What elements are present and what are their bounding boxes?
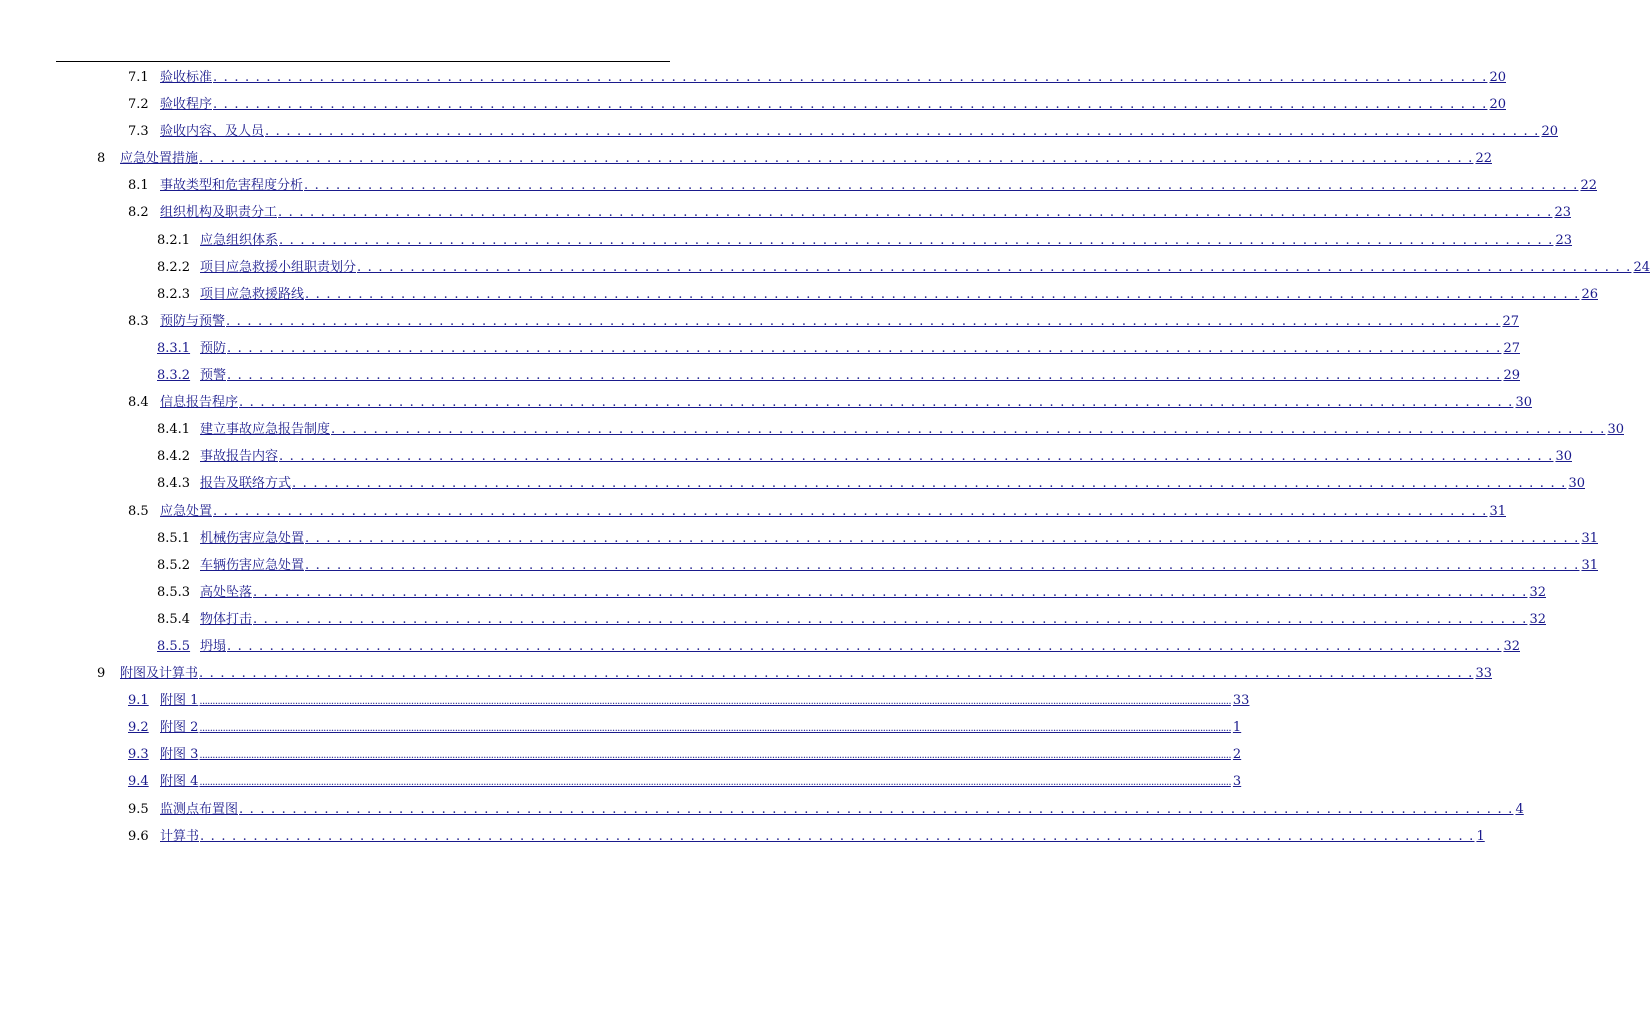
toc-entry-number: 8.5.2: [157, 557, 191, 573]
toc-page-number: 23: [1555, 232, 1572, 248]
toc-dot-leader: . . . . . . . . . . . . . . . . . . . . . . . . . . . . . . . . . . . . . . . . . . . . . . . . . . . . . . . . . . . . . . . . . . . . . . . . . . . . . . . . . . . . . . . . . . . . . . . . . . . . . . . . . . . . . . . . . . . . . . . .: [253, 611, 1528, 627]
toc-row: [0, 768, 1242, 795]
toc-entry-number: 7.1: [128, 70, 149, 85]
toc-row: [0, 389, 1532, 416]
toc-page-number: 20: [1489, 97, 1506, 113]
toc-entry-link[interactable]: [200, 254, 1650, 281]
toc-page-number: 27: [1503, 340, 1520, 356]
toc-entry-link[interactable]: [200, 416, 1624, 443]
toc-page-number: 22: [1475, 151, 1492, 167]
toc-entry-link[interactable]: [160, 389, 1532, 416]
table-of-contents: [0, 64, 1650, 850]
toc-dot-leader: . . . . . . . . . . . . . . . . . . . . . . . . . . . . . . . . . . . . . . . . . . . . . . . . . . . . . . . . . . . . . . . . . . . . . . . . . . . . . . . . . . . . . . . . . . . . . . . . . . . . . . . . . . . . . . . . . . . . . . . .: [305, 557, 1580, 573]
toc-entry-number: 8.4.3: [157, 476, 191, 492]
toc-entry-title: 项目应急救援小组职责划分: [200, 259, 357, 275]
toc-entry-link[interactable]: [200, 525, 1598, 552]
toc-dot-leader: ................................................................................................................................................................................................................................................................................................................................................................................................................: [199, 723, 1231, 735]
toc-entry-number: 8.2.3: [157, 286, 191, 302]
toc-dot-leader: . . . . . . . . . . . . . . . . . . . . . . . . . . . . . . . . . . . . . . . . . . . . . . . . . . . . . . . . . . . . . . . . . . . . . . . . . . . . . . . . . . . . . . . . . . . . . . . . . . . . . . . . . . . . . . . . . . . . . . . .: [265, 124, 1540, 140]
toc-entry-link[interactable]: [160, 199, 1571, 226]
toc-page-number: 32: [1529, 584, 1546, 600]
toc-entry-link[interactable]: [200, 470, 1585, 497]
toc-entry-title: 应急处置措施: [120, 151, 199, 167]
toc-row: [0, 362, 1520, 389]
toc-page-number: 32: [1529, 611, 1546, 627]
toc-dot-leader: . . . . . . . . . . . . . . . . . . . . . . . . . . . . . . . . . . . . . . . . . . . . . . . . . . . . . . . . . . . . . . . . . . . . . . . . . . . . . . . . . . . . . . . . . . . . . . . . . . . . . . . . . . . . . . . . . . . . . . . .: [357, 259, 1632, 275]
toc-row: [0, 416, 1624, 443]
toc-dot-leader: . . . . . . . . . . . . . . . . . . . . . . . . . . . . . . . . . . . . . . . . . . . . . . . . . . . . . . . . . . . . . . . . . . . . . . . . . . . . . . . . . . . . . . . . . . . . . . . . . . . . . . . . . . . . . . . . . . . . . . . .: [227, 340, 1502, 356]
toc-page-number: 4: [1515, 801, 1524, 817]
toc-entry-number: 8.5: [128, 503, 149, 519]
toc-entry-link[interactable]: [200, 552, 1598, 579]
toc-entry-title: 车辆伤害应急处置: [200, 557, 305, 573]
toc-entry-title: 预警: [200, 368, 227, 384]
toc-page-number: 31: [1489, 503, 1506, 519]
toc-page-number: 30: [1515, 395, 1532, 411]
toc-entry-link[interactable]: [160, 64, 1506, 91]
toc-row: [0, 91, 1506, 118]
toc-dot-leader: . . . . . . . . . . . . . . . . . . . . . . . . . . . . . . . . . . . . . . . . . . . . . . . . . . . . . . . . . . . . . . . . . . . . . . . . . . . . . . . . . . . . . . . . . . . . . . . . . . . . . . . . . . . . . . . . . . . . . . . .: [213, 70, 1488, 85]
toc-page-number: 1: [1232, 720, 1242, 736]
toc-page-number: 30: [1607, 422, 1624, 438]
toc-page-number: 3: [1232, 774, 1242, 790]
toc-page-number: 29: [1503, 368, 1520, 384]
toc-entry-number[interactable]: 8.3.2: [157, 368, 191, 384]
toc-entry-link[interactable]: [160, 172, 1597, 199]
toc-entry-number: 9.6: [128, 828, 149, 844]
toc-page-number: 24: [1633, 259, 1650, 275]
toc-dot-leader: . . . . . . . . . . . . . . . . . . . . . . . . . . . . . . . . . . . . . . . . . . . . . . . . . . . . . . . . . . . . . . . . . . . . . . . . . . . . . . . . . . . . . . . . . . . . . . . . . . . . . . . . . . . . . . . . . . . . . . . .: [304, 178, 1579, 194]
toc-entry-link[interactable]: [200, 633, 1520, 660]
toc-row: [0, 579, 1546, 606]
toc-row: [0, 552, 1598, 579]
toc-entry-title: 验收程序: [160, 97, 213, 113]
toc-entry-title: 建立事故应急报告制度: [200, 422, 331, 438]
toc-page-number: 20: [1541, 124, 1558, 140]
toc-page-number: 26: [1581, 286, 1598, 302]
toc-dot-leader: . . . . . . . . . . . . . . . . . . . . . . . . . . . . . . . . . . . . . . . . . . . . . . . . . . . . . . . . . . . . . . . . . . . . . . . . . . . . . . . . . . . . . . . . . . . . . . . . . . . . . . . . . . . . . . . . . . . . . . . .: [213, 503, 1488, 519]
toc-entry-number[interactable]: 9.3: [128, 747, 149, 763]
toc-dot-leader: . . . . . . . . . . . . . . . . . . . . . . . . . . . . . . . . . . . . . . . . . . . . . . . . . . . . . . . . . . . . . . . . . . . . . . . . . . . . . . . . . . . . . . . . . . . . . . . . . . . . . . . . . . . . . . . . . . . . . . . .: [226, 313, 1501, 329]
toc-entry-link[interactable]: [200, 335, 1520, 362]
toc-entry-title: 应急组织体系: [200, 232, 279, 248]
toc-entry-title: 组织机构及职责分工: [160, 205, 278, 221]
toc-entry-link[interactable]: [160, 768, 1242, 796]
toc-entry-link[interactable]: [160, 687, 1250, 715]
toc-dot-leader: . . . . . . . . . . . . . . . . . . . . . . . . . . . . . . . . . . . . . . . . . . . . . . . . . . . . . . . . . . . . . . . . . . . . . . . . . . . . . . . . . . . . . . . . . . . . . . . . . . . . . . . . . . . . . . . . . . . . . . . .: [331, 422, 1606, 438]
toc-entry-link[interactable]: [120, 660, 1492, 687]
toc-entry-title: 事故类型和危害程度分析: [160, 178, 304, 194]
toc-row: [0, 687, 1250, 714]
toc-entry-title: 附图 1: [160, 693, 199, 709]
toc-page-number: 27: [1502, 313, 1519, 329]
toc-dot-leader: . . . . . . . . . . . . . . . . . . . . . . . . . . . . . . . . . . . . . . . . . . . . . . . . . . . . . . . . . . . . . . . . . . . . . . . . . . . . . . . . . . . . . . . . . . . . . . . . . . . . . . . . . . . . . . . . . . . . . . . .: [227, 638, 1502, 654]
toc-page-number: 22: [1580, 178, 1597, 194]
toc-entry-number: 8.4.2: [157, 449, 191, 465]
toc-entry-title: 附图 3: [160, 747, 199, 763]
toc-dot-leader: . . . . . . . . . . . . . . . . . . . . . . . . . . . . . . . . . . . . . . . . . . . . . . . . . . . . . . . . . . . . . . . . . . . . . . . . . . . . . . . . . . . . . . . . . . . . . . . . . . . . . . . . . . . . . . . . . . . . . . . .: [279, 232, 1554, 248]
toc-entry-number: 9.5: [128, 801, 149, 817]
toc-entry-link[interactable]: [200, 281, 1598, 308]
toc-entry-number: 8.4: [128, 395, 149, 411]
toc-entry-number: 8.2: [128, 205, 149, 221]
toc-page-number: 32: [1503, 638, 1520, 654]
toc-entry-link[interactable]: [160, 91, 1506, 118]
toc-entry-number: 8: [97, 151, 106, 167]
toc-row: [0, 145, 1492, 172]
toc-entry-number[interactable]: 8.5.5: [157, 638, 191, 654]
toc-page-number: 30: [1568, 476, 1585, 492]
toc-entry-number: 7.3: [128, 124, 149, 140]
toc-row: [0, 281, 1598, 308]
toc-entry-title: 附图及计算书: [120, 666, 199, 682]
toc-row: [0, 741, 1242, 768]
toc-page-number: 1: [1476, 828, 1485, 844]
toc-dot-leader: . . . . . . . . . . . . . . . . . . . . . . . . . . . . . . . . . . . . . . . . . . . . . . . . . . . . . . . . . . . . . . . . . . . . . . . . . . . . . . . . . . . . . . . . . . . . . . . . . . . . . . . . . . . . . . . . . . . . . . . .: [199, 666, 1474, 682]
toc-row: [0, 660, 1492, 687]
toc-entry-number: 8.4.1: [157, 422, 191, 438]
toc-row: [0, 118, 1558, 145]
toc-entry-number: 8.2.2: [157, 259, 191, 275]
toc-row: [0, 335, 1520, 362]
toc-entry-title: 项目应急救援路线: [200, 286, 305, 302]
toc-row: [0, 714, 1242, 741]
toc-dot-leader: . . . . . . . . . . . . . . . . . . . . . . . . . . . . . . . . . . . . . . . . . . . . . . . . . . . . . . . . . . . . . . . . . . . . . . . . . . . . . . . . . . . . . . . . . . . . . . . . . . . . . . . . . . . . . . . . . . . . . . . .: [305, 530, 1580, 546]
toc-entry-title: 信息报告程序: [160, 395, 239, 411]
toc-entry-link[interactable]: [160, 118, 1558, 145]
toc-entry-link[interactable]: [200, 443, 1572, 470]
toc-entry-link[interactable]: [160, 796, 1524, 823]
toc-entry-link[interactable]: [120, 145, 1492, 172]
toc-entry-link[interactable]: [160, 823, 1485, 850]
toc-dot-leader: . . . . . . . . . . . . . . . . . . . . . . . . . . . . . . . . . . . . . . . . . . . . . . . . . . . . . . . . . . . . . . . . . . . . . . . . . . . . . . . . . . . . . . . . . . . . . . . . . . . . . . . . . . . . . . . . . . . . . . . .: [199, 151, 1474, 167]
toc-entry-title: 事故报告内容: [200, 449, 279, 465]
toc-row: [0, 633, 1520, 660]
toc-row: [0, 64, 1506, 91]
toc-row: [0, 308, 1519, 335]
toc-dot-leader: ................................................................................................................................................................................................................................................................................................................................................................................................................: [199, 696, 1231, 708]
toc-dot-leader: . . . . . . . . . . . . . . . . . . . . . . . . . . . . . . . . . . . . . . . . . . . . . . . . . . . . . . . . . . . . . . . . . . . . . . . . . . . . . . . . . . . . . . . . . . . . . . . . . . . . . . . . . . . . . . . . . . . . . . . .: [213, 97, 1488, 113]
toc-entry-title: 监测点布置图: [160, 801, 239, 817]
toc-page-number: 20: [1489, 70, 1506, 85]
toc-row: [0, 525, 1598, 552]
toc-entry-number[interactable]: 9.2: [128, 720, 149, 736]
toc-entry-number: 8.1: [128, 178, 149, 194]
toc-entry-number: 8.5.4: [157, 611, 191, 627]
toc-entry-link[interactable]: [160, 308, 1519, 335]
toc-dot-leader: ................................................................................................................................................................................................................................................................................................................................................................................................................: [199, 750, 1231, 762]
toc-entry-title: 预防: [200, 340, 227, 356]
toc-row: [0, 199, 1571, 226]
toc-entry-number: 8.5.1: [157, 530, 191, 546]
toc-entry-title: 附图 2: [160, 720, 199, 736]
toc-row: [0, 606, 1546, 633]
toc-dot-leader: . . . . . . . . . . . . . . . . . . . . . . . . . . . . . . . . . . . . . . . . . . . . . . . . . . . . . . . . . . . . . . . . . . . . . . . . . . . . . . . . . . . . . . . . . . . . . . . . . . . . . . . . . . . . . . . . . . . . . . . .: [305, 286, 1580, 302]
toc-page-number: 33: [1232, 693, 1250, 709]
toc-entry-link[interactable]: [160, 741, 1242, 769]
toc-entry-link[interactable]: [200, 579, 1546, 606]
toc-entry-title: 验收内容、及人员: [160, 124, 265, 140]
toc-dot-leader: . . . . . . . . . . . . . . . . . . . . . . . . . . . . . . . . . . . . . . . . . . . . . . . . . . . . . . . . . . . . . . . . . . . . . . . . . . . . . . . . . . . . . . . . . . . . . . . . . . . . . . . . . . . . . . . . . . . . . . . .: [200, 828, 1475, 844]
toc-entry-number[interactable]: 9.1: [128, 693, 149, 709]
toc-page-number: 30: [1555, 449, 1572, 465]
toc-entry-link[interactable]: [200, 606, 1546, 633]
toc-entry-title: 机械伤害应急处置: [200, 530, 305, 546]
toc-dot-leader: . . . . . . . . . . . . . . . . . . . . . . . . . . . . . . . . . . . . . . . . . . . . . . . . . . . . . . . . . . . . . . . . . . . . . . . . . . . . . . . . . . . . . . . . . . . . . . . . . . . . . . . . . . . . . . . . . . . . . . . .: [253, 584, 1528, 600]
toc-entry-title: 物体打击: [200, 611, 253, 627]
toc-entry-link[interactable]: [200, 227, 1572, 254]
toc-page-number: 31: [1581, 557, 1598, 573]
toc-entry-number: 7.2: [128, 97, 149, 113]
toc-dot-leader: . . . . . . . . . . . . . . . . . . . . . . . . . . . . . . . . . . . . . . . . . . . . . . . . . . . . . . . . . . . . . . . . . . . . . . . . . . . . . . . . . . . . . . . . . . . . . . . . . . . . . . . . . . . . . . . . . . . . . . . .: [278, 205, 1553, 221]
toc-dot-leader: . . . . . . . . . . . . . . . . . . . . . . . . . . . . . . . . . . . . . . . . . . . . . . . . . . . . . . . . . . . . . . . . . . . . . . . . . . . . . . . . . . . . . . . . . . . . . . . . . . . . . . . . . . . . . . . . . . . . . . . .: [227, 368, 1502, 384]
toc-row: [0, 470, 1585, 497]
toc-entry-title: 高处坠落: [200, 584, 253, 600]
toc-row: [0, 254, 1650, 281]
toc-dot-leader: . . . . . . . . . . . . . . . . . . . . . . . . . . . . . . . . . . . . . . . . . . . . . . . . . . . . . . . . . . . . . . . . . . . . . . . . . . . . . . . . . . . . . . . . . . . . . . . . . . . . . . . . . . . . . . . . . . . . . . . .: [279, 449, 1554, 465]
header-rule: [56, 61, 670, 62]
toc-entry-title: 预防与预警: [160, 313, 226, 329]
toc-entry-number[interactable]: 8.3.1: [157, 340, 191, 356]
toc-entry-number[interactable]: 9.4: [128, 774, 149, 790]
toc-entry-link[interactable]: [160, 498, 1506, 525]
toc-page-number: 31: [1581, 530, 1598, 546]
toc-entry-number: 9: [97, 666, 106, 682]
toc-entry-title: 验收标准: [160, 70, 213, 85]
toc-dot-leader: . . . . . . . . . . . . . . . . . . . . . . . . . . . . . . . . . . . . . . . . . . . . . . . . . . . . . . . . . . . . . . . . . . . . . . . . . . . . . . . . . . . . . . . . . . . . . . . . . . . . . . . . . . . . . . . . . . . . . . . .: [239, 395, 1514, 411]
toc-row: [0, 796, 1524, 823]
toc-page-number: 33: [1475, 666, 1492, 682]
toc-entry-title: 坍塌: [200, 638, 227, 654]
toc-page-number: 2: [1232, 747, 1242, 763]
toc-entry-link[interactable]: [160, 714, 1242, 742]
toc-row: [0, 443, 1572, 470]
toc-entry-title: 计算书: [160, 828, 200, 844]
toc-dot-leader: . . . . . . . . . . . . . . . . . . . . . . . . . . . . . . . . . . . . . . . . . . . . . . . . . . . . . . . . . . . . . . . . . . . . . . . . . . . . . . . . . . . . . . . . . . . . . . . . . . . . . . . . . . . . . . . . . . . . . . . .: [239, 801, 1514, 817]
toc-dot-leader: . . . . . . . . . . . . . . . . . . . . . . . . . . . . . . . . . . . . . . . . . . . . . . . . . . . . . . . . . . . . . . . . . . . . . . . . . . . . . . . . . . . . . . . . . . . . . . . . . . . . . . . . . . . . . . . . . . . . . . . .: [292, 476, 1567, 492]
toc-dot-leader: ................................................................................................................................................................................................................................................................................................................................................................................................................: [199, 777, 1231, 789]
toc-page-number: 23: [1554, 205, 1571, 221]
toc-entry-link[interactable]: [200, 362, 1520, 389]
toc-row: [0, 172, 1597, 199]
toc-entry-number: 8.2.1: [157, 232, 191, 248]
toc-row: [0, 227, 1572, 254]
toc-entry-title: 应急处置: [160, 503, 213, 519]
toc-entry-number: 8.3: [128, 313, 149, 329]
toc-row: [0, 823, 1485, 850]
toc-row: [0, 498, 1506, 525]
toc-entry-number: 8.5.3: [157, 584, 191, 600]
toc-entry-title: 报告及联络方式: [200, 476, 292, 492]
toc-entry-title: 附图 4: [160, 774, 199, 790]
